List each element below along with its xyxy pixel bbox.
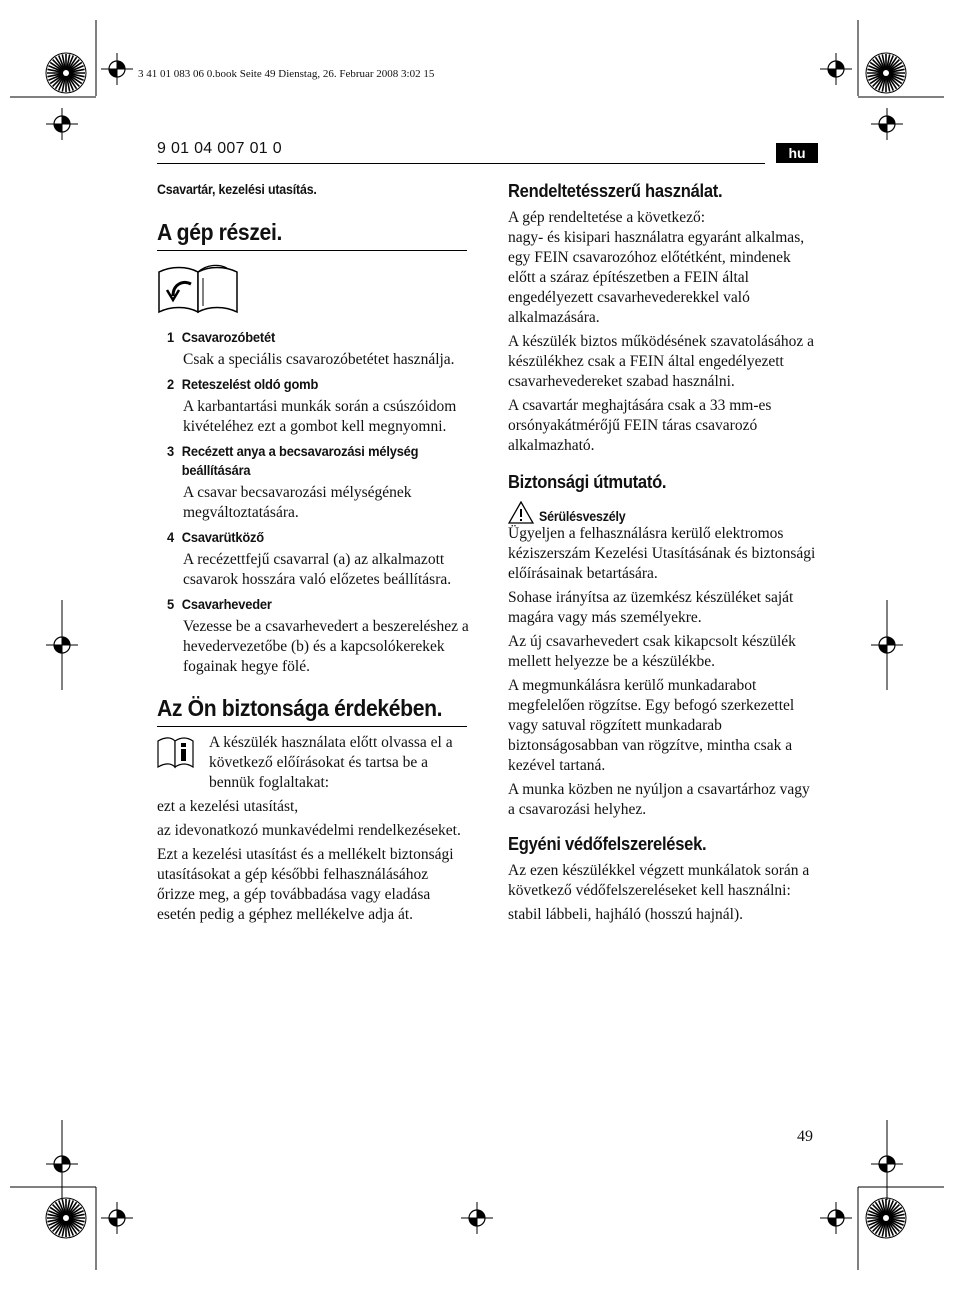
part-number: 5 [167, 596, 174, 612]
part-item [167, 595, 469, 677]
part-number: 2 [167, 376, 174, 392]
part-title: Reteszelést oldó gomb [181, 376, 319, 392]
right-column [508, 181, 820, 929]
parts-heading-rule [157, 250, 467, 251]
part-title: Csavarütköző [181, 529, 264, 545]
safety-paragraph: A megmunkálásra kerülő munkadarabot megfelelően rögzítse. Egy befogó szerkezettel vagy satuval rögzített munkadarab biztonságosabban van rögzítve, mintha csak a kezével tartaná. [508, 677, 795, 774]
ppe-heading: Egyéni védőfelszerelések. [508, 834, 707, 854]
part-item [167, 442, 469, 523]
document-number: 9 01 04 007 01 0 [157, 140, 282, 157]
parts-list [167, 328, 469, 677]
info-block [157, 733, 469, 793]
part-description: A csavar becsavarozási mélységének megváltoztatására. [183, 484, 412, 521]
left-column [157, 182, 469, 929]
part-title: Csavarozóbetét [181, 329, 276, 345]
part-title: Recézett anya a becsavarozási mélység beállítására [181, 443, 419, 478]
book-icon [157, 262, 241, 314]
safety-paragraph: Ügyeljen a felhasználásra kerülő elektromos kéziszerszám Kezelési Utasításának és biztonsági előírásainak betartására. [508, 525, 816, 582]
use-paragraph: A csavartár meghajtására csak a 33 mm-es orsónyakátmérőjű FEIN táras csavarozó alkalmazható. [508, 397, 772, 454]
page-number: 49 [797, 1128, 813, 1145]
document-title: Csavartár, kezelési utasítás. [157, 182, 317, 197]
info-book-icon [157, 735, 195, 769]
info-item: az idevonatkozó munkavédelmi rendelkezéseket. [157, 822, 461, 839]
part-item [167, 528, 469, 590]
ppe-paragraph: stabil lábbeli, hajháló (hosszú hajnál). [508, 906, 744, 923]
parts-heading: A gép részei. [157, 219, 282, 245]
info-item: ezt a kezelési utasítást, [157, 798, 299, 815]
warning-triangle-icon [508, 501, 534, 524]
part-description: Csak a speciális csavarozóbetétet használja. [183, 351, 455, 368]
use-paragraph: A készülék biztos működésének szavatolásához a készülékhez csak a FEIN által engedélyezett csavarhevedereket szabad használni. [508, 333, 815, 390]
part-description: A karbantartási munkák során a csúszóidom kivételéhez ezt a gombot kell megnyomni. [183, 398, 457, 435]
safety-heading: Az Ön biztonsága érdekében. [157, 695, 443, 721]
info-text: A készülék használata előtt olvassa el a következő előírásokat és tartsa be a bennük foglaltakat: [209, 734, 453, 791]
part-title: Csavarheveder [181, 596, 272, 612]
safety-instructions-heading: Biztonsági útmutató. [508, 472, 667, 492]
print-slug: 3 41 01 083 06 0.book Seite 49 Dienstag, 26. Februar 2008 3:02 15 [138, 68, 435, 80]
safety-paragraph: Az új csavarhevedert csak kikapcsolt készülék mellett helyezze be a készülékbe. [508, 633, 796, 670]
warning-label: Sérülésveszély [539, 509, 626, 524]
part-item [167, 328, 469, 370]
safety-heading-rule [157, 726, 467, 727]
ppe-paragraph: Az ezen készülékkel végzett munkálatok során a következő védőfelszereléseket kell használni: [508, 862, 810, 899]
warning-row [508, 501, 820, 524]
intended-use-heading: Rendeltetésszerű használat. [508, 181, 723, 201]
part-number: 4 [167, 529, 174, 545]
language-badge: hu [776, 143, 818, 163]
part-number: 1 [167, 329, 174, 345]
part-number: 3 [167, 443, 174, 459]
safety-paragraph: A munka közben ne nyúljon a csavartárhoz vagy a csavarozási helyhez. [508, 781, 810, 818]
part-description: A recézettfejű csavarral (a) az alkalmazott csavarok hosszára való előzetes beállításra. [183, 551, 452, 588]
safety-paragraph: Sohase irányítsa az üzemkész készüléket saját magára vagy más személyekre. [508, 589, 794, 626]
part-item [167, 375, 469, 437]
header-rule [157, 163, 765, 164]
part-description: Vezesse be a csavarhevedert a beszereléshez a hevedervezetőbe (b) és a kapcsolókerekek fogainak hegye fölé. [183, 618, 469, 675]
closing-paragraph: Ezt a kezelési utasítást és a mellékelt biztonsági utasításokat a gép későbbi felhasználásához őrizze meg, a gép továbbadása vagy eladása esetén pedig a géphez mellékelve adja át. [157, 846, 454, 923]
use-paragraph: A gép rendeltetése a következő: nagy- és kisipari használatra egyaránt alkalmas, egy FEIN csavarozóhoz előtétként, mindenek előtt a száraz építészetben a FEIN által engedélyezett csavarhevederekkel való alkalmazására. [508, 209, 805, 326]
